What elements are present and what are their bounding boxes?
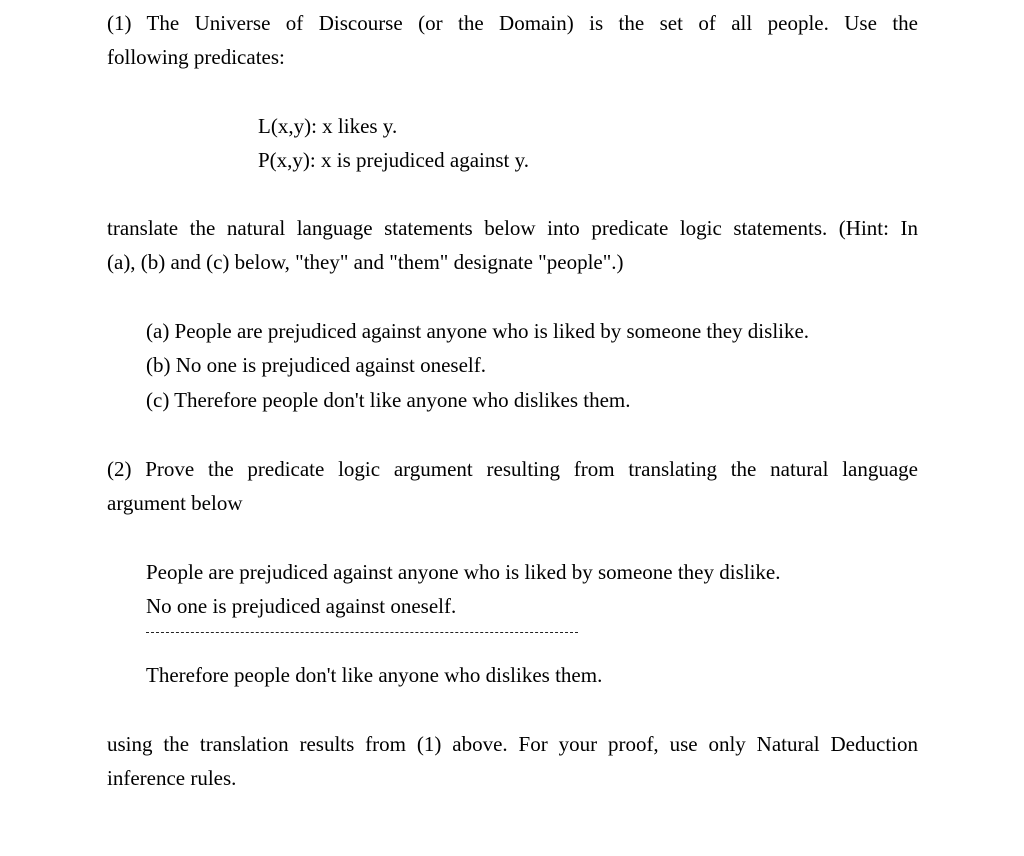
premise-2: No one is prejudiced against oneself. — [146, 594, 457, 618]
part1-instruction-line2: (a), (b) and (c) below, "they" and "them" designate "people".) — [107, 250, 624, 274]
predicate-likes: L(x,y): x likes y. — [258, 114, 398, 138]
conclusion: Therefore people don't like anyone who dislikes them. — [146, 663, 603, 687]
premise-1: People are prejudiced against anyone who is liked by someone they dislike. — [146, 560, 781, 584]
part1-instruction-line1: translate the natural language statements below into predicate logic statements. (Hint: In — [107, 216, 918, 240]
part2-intro-line2: argument below — [107, 491, 243, 515]
part2-intro-line1: (2) Prove the predicate logic argument resulting from translating the natural language — [107, 457, 918, 481]
part1-intro-line2: following predicates: — [107, 45, 285, 69]
part2-closing-line1: using the translation results from (1) above. For your proof, use only Natural Deduction — [107, 732, 918, 756]
predicate-prejudiced: P(x,y): x is prejudiced against y. — [258, 148, 530, 172]
statement-b: (b) No one is prejudiced against oneself. — [146, 353, 486, 377]
part1-intro-line1: (1) The Universe of Discourse (or the Domain) is the set of all people. Use the — [107, 11, 918, 35]
part2-closing-line2: inference rules. — [107, 766, 237, 790]
statement-a: (a) People are prejudiced against anyone who is liked by someone they dislike. — [146, 319, 810, 343]
argument-separator — [146, 632, 578, 633]
statement-c: (c) Therefore people don't like anyone who dislikes them. — [146, 388, 631, 412]
